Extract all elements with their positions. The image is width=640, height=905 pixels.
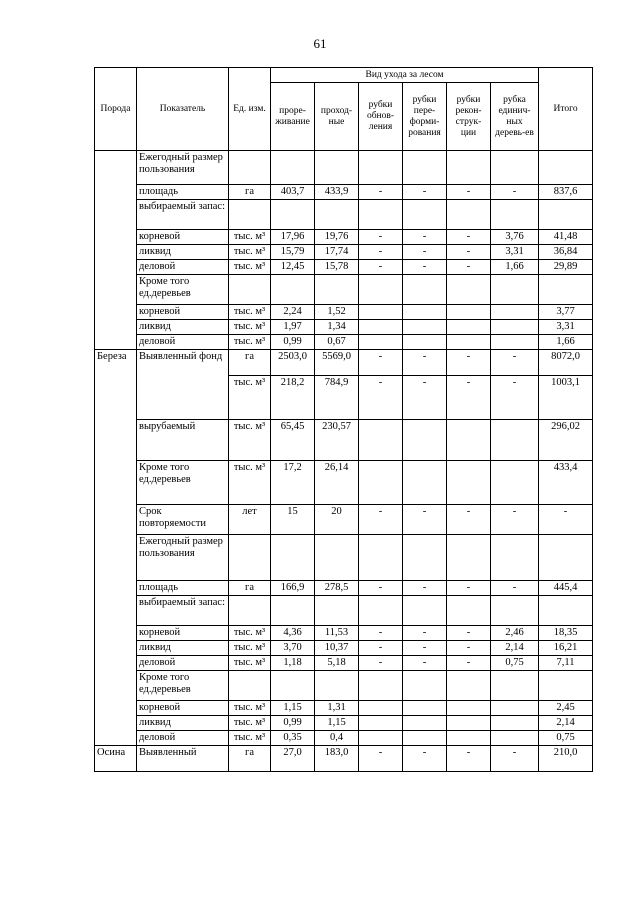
value-cell: 183,0 [315, 746, 359, 772]
indicator-cell: ликвид [137, 716, 229, 731]
value-cell [271, 535, 315, 581]
total-cell [539, 671, 593, 701]
value-cell: 278,5 [315, 581, 359, 596]
value-cell [447, 275, 491, 305]
total-cell: 3,77 [539, 305, 593, 320]
value-cell [447, 535, 491, 581]
table-row [95, 596, 593, 626]
table-row [95, 151, 593, 185]
value-cell [359, 596, 403, 626]
value-cell [491, 420, 539, 461]
value-cell [359, 731, 403, 746]
value-cell [491, 335, 539, 350]
value-cell [403, 701, 447, 716]
value-cell: 4,36 [271, 626, 315, 641]
value-cell: - [359, 746, 403, 772]
value-cell [359, 200, 403, 230]
table-row [95, 245, 593, 260]
indicator-cell: корневой [137, 230, 229, 245]
value-cell: 3,31 [491, 245, 539, 260]
indicator-cell: Кроме того ед.деревьев [137, 275, 229, 305]
value-cell: 11,53 [315, 626, 359, 641]
value-cell: - [491, 581, 539, 596]
table-row [95, 656, 593, 671]
table-row [95, 275, 593, 305]
table-row [95, 260, 593, 275]
total-cell: 837,6 [539, 185, 593, 200]
header-unit: Ед. изм. [229, 68, 271, 151]
value-cell: 2,46 [491, 626, 539, 641]
indicator-cell: деловой [137, 656, 229, 671]
value-cell [447, 420, 491, 461]
value-cell: - [403, 641, 447, 656]
value-cell [447, 200, 491, 230]
header-care-type-group: Вид ухода за лесом [271, 68, 539, 83]
value-cell [403, 671, 447, 701]
unit-cell [229, 200, 271, 230]
value-cell: 10,37 [315, 641, 359, 656]
breed-cell: Осина [95, 746, 137, 772]
table-row [95, 200, 593, 230]
value-cell: 218,2 [271, 376, 315, 420]
value-cell [359, 275, 403, 305]
value-cell: - [447, 746, 491, 772]
page-number: 61 [313, 36, 327, 51]
unit-cell: га [229, 581, 271, 596]
value-cell: 1,31 [315, 701, 359, 716]
table-row [95, 320, 593, 335]
value-cell [315, 535, 359, 581]
value-cell [447, 716, 491, 731]
value-cell: 17,2 [271, 461, 315, 505]
table-row [95, 671, 593, 701]
value-cell [491, 731, 539, 746]
value-cell: 2,14 [491, 641, 539, 656]
value-cell [359, 535, 403, 581]
value-cell [271, 200, 315, 230]
value-cell [403, 535, 447, 581]
total-cell: 41,48 [539, 230, 593, 245]
table-row [95, 305, 593, 320]
value-cell [271, 596, 315, 626]
value-cell: - [491, 350, 539, 376]
value-cell [491, 596, 539, 626]
value-cell: - [359, 260, 403, 275]
table-row [95, 626, 593, 641]
header-care-type: рубки обнов-ления [359, 83, 403, 151]
value-cell [315, 275, 359, 305]
indicator-cell: Выявленный [137, 746, 229, 772]
indicator-cell: ликвид [137, 641, 229, 656]
value-cell: - [447, 376, 491, 420]
value-cell: - [491, 376, 539, 420]
total-cell: 8072,0 [539, 350, 593, 376]
value-cell: 0,99 [271, 716, 315, 731]
value-cell [359, 335, 403, 350]
indicator-cell: Выявленный фонд [137, 350, 229, 420]
value-cell: 15 [271, 505, 315, 535]
table-row [95, 535, 593, 581]
value-cell [491, 151, 539, 185]
value-cell [271, 151, 315, 185]
value-cell [403, 200, 447, 230]
table-row [95, 461, 593, 505]
value-cell: 15,78 [315, 260, 359, 275]
header-care-type: рубка единич-ных деревь-ев [491, 83, 539, 151]
value-cell: - [491, 185, 539, 200]
value-cell [315, 151, 359, 185]
total-cell [539, 200, 593, 230]
value-cell: 1,18 [271, 656, 315, 671]
value-cell [359, 701, 403, 716]
total-cell: 36,84 [539, 245, 593, 260]
value-cell [491, 535, 539, 581]
value-cell: 3,76 [491, 230, 539, 245]
value-cell: - [359, 641, 403, 656]
value-cell: - [403, 505, 447, 535]
value-cell: 17,96 [271, 230, 315, 245]
value-cell: - [359, 376, 403, 420]
value-cell: 230,57 [315, 420, 359, 461]
unit-cell [229, 596, 271, 626]
value-cell [491, 275, 539, 305]
value-cell [403, 716, 447, 731]
value-cell [447, 320, 491, 335]
indicator-cell: деловой [137, 260, 229, 275]
table-row [95, 716, 593, 731]
value-cell: - [403, 376, 447, 420]
value-cell [271, 671, 315, 701]
value-cell: - [403, 656, 447, 671]
value-cell: - [447, 656, 491, 671]
value-cell [359, 320, 403, 335]
value-cell: 2,24 [271, 305, 315, 320]
value-cell [403, 305, 447, 320]
value-cell: 0,99 [271, 335, 315, 350]
header-care-type: рубки рекон-струк-ции [447, 83, 491, 151]
value-cell: 0,67 [315, 335, 359, 350]
indicator-cell: Кроме того ед.деревьев [137, 461, 229, 505]
breed-cell: Береза [95, 350, 137, 746]
indicator-cell: деловой [137, 335, 229, 350]
indicator-cell: ликвид [137, 245, 229, 260]
total-cell: 433,4 [539, 461, 593, 505]
value-cell: - [403, 746, 447, 772]
value-cell [403, 731, 447, 746]
value-cell: 20 [315, 505, 359, 535]
header-care-type: рубки пере-форми-рования [403, 83, 447, 151]
value-cell [315, 596, 359, 626]
unit-cell: тыс. м³ [229, 656, 271, 671]
total-cell: 0,75 [539, 731, 593, 746]
header-breed: Порода [95, 68, 137, 151]
value-cell: 1,52 [315, 305, 359, 320]
forest-care-table [94, 67, 593, 772]
value-cell: 5,18 [315, 656, 359, 671]
value-cell [491, 305, 539, 320]
value-cell: 0,35 [271, 731, 315, 746]
table-row [95, 731, 593, 746]
value-cell: - [359, 626, 403, 641]
unit-cell: тыс. м³ [229, 335, 271, 350]
value-cell: - [403, 350, 447, 376]
indicator-cell: Срок повторяемости [137, 505, 229, 535]
indicator-cell: площадь [137, 185, 229, 200]
value-cell [447, 596, 491, 626]
value-cell: - [359, 185, 403, 200]
value-cell [403, 335, 447, 350]
total-cell: 1,66 [539, 335, 593, 350]
total-cell [539, 596, 593, 626]
table-row [95, 230, 593, 245]
value-cell [359, 420, 403, 461]
value-cell: 0,4 [315, 731, 359, 746]
unit-cell [229, 151, 271, 185]
value-cell [447, 461, 491, 505]
value-cell: - [403, 230, 447, 245]
value-cell: - [359, 505, 403, 535]
value-cell [447, 335, 491, 350]
unit-cell: га [229, 185, 271, 200]
value-cell [315, 200, 359, 230]
indicator-cell: корневой [137, 305, 229, 320]
value-cell [491, 320, 539, 335]
value-cell: - [403, 185, 447, 200]
unit-cell: тыс. м³ [229, 701, 271, 716]
unit-cell: тыс. м³ [229, 320, 271, 335]
total-cell: 18,35 [539, 626, 593, 641]
value-cell [359, 461, 403, 505]
table-row [95, 701, 593, 716]
value-cell [447, 701, 491, 716]
unit-cell [229, 535, 271, 581]
value-cell [491, 461, 539, 505]
value-cell: - [447, 350, 491, 376]
value-cell: - [359, 245, 403, 260]
unit-cell: тыс. м³ [229, 641, 271, 656]
indicator-cell: выбираемый запас: [137, 200, 229, 230]
total-cell: 1003,1 [539, 376, 593, 420]
unit-cell: лет [229, 505, 271, 535]
value-cell: - [359, 581, 403, 596]
value-cell: 3,70 [271, 641, 315, 656]
total-cell [539, 535, 593, 581]
value-cell: - [447, 641, 491, 656]
header-total: Итого [539, 68, 593, 151]
total-cell: 16,21 [539, 641, 593, 656]
indicator-cell: Ежегодный размер пользования [137, 535, 229, 581]
value-cell [403, 596, 447, 626]
value-cell [403, 275, 447, 305]
value-cell: - [403, 626, 447, 641]
indicator-cell: выбираемый запас: [137, 596, 229, 626]
value-cell: 26,14 [315, 461, 359, 505]
value-cell: 1,15 [271, 701, 315, 716]
table-row [95, 581, 593, 596]
header-indicator: Показатель [137, 68, 229, 151]
total-cell: - [539, 505, 593, 535]
value-cell: 5569,0 [315, 350, 359, 376]
indicator-cell: вырубаемый [137, 420, 229, 461]
value-cell: - [491, 746, 539, 772]
total-cell: 210,0 [539, 746, 593, 772]
value-cell [491, 671, 539, 701]
value-cell [403, 461, 447, 505]
value-cell [447, 151, 491, 185]
total-cell [539, 151, 593, 185]
value-cell [447, 305, 491, 320]
header-care-type: проход-ные [315, 83, 359, 151]
value-cell [403, 151, 447, 185]
value-cell: - [447, 230, 491, 245]
indicator-cell: Ежегодный размер пользования [137, 151, 229, 185]
unit-cell: тыс. м³ [229, 230, 271, 245]
value-cell: 65,45 [271, 420, 315, 461]
value-cell [491, 716, 539, 731]
value-cell [359, 671, 403, 701]
unit-cell: тыс. м³ [229, 461, 271, 505]
value-cell: 1,15 [315, 716, 359, 731]
unit-cell: га [229, 746, 271, 772]
value-cell [359, 151, 403, 185]
value-cell: - [359, 230, 403, 245]
value-cell: - [447, 185, 491, 200]
table-row [95, 335, 593, 350]
value-cell: 17,74 [315, 245, 359, 260]
unit-cell: тыс. м³ [229, 376, 271, 420]
indicator-cell: корневой [137, 626, 229, 641]
indicator-cell: площадь [137, 581, 229, 596]
value-cell: 2503,0 [271, 350, 315, 376]
value-cell: 784,9 [315, 376, 359, 420]
value-cell: - [447, 260, 491, 275]
total-cell: 29,89 [539, 260, 593, 275]
value-cell [359, 716, 403, 731]
unit-cell [229, 671, 271, 701]
unit-cell: тыс. м³ [229, 260, 271, 275]
value-cell: 12,45 [271, 260, 315, 275]
total-cell: 7,11 [539, 656, 593, 671]
breed-cell [95, 151, 137, 350]
value-cell: 19,76 [315, 230, 359, 245]
unit-cell: тыс. м³ [229, 626, 271, 641]
value-cell: - [447, 581, 491, 596]
value-cell: - [403, 581, 447, 596]
table-row [95, 420, 593, 461]
total-cell: 296,02 [539, 420, 593, 461]
value-cell: 1,97 [271, 320, 315, 335]
value-cell: 403,7 [271, 185, 315, 200]
unit-cell [229, 275, 271, 305]
table-row [95, 350, 593, 376]
value-cell [447, 671, 491, 701]
value-cell: 27,0 [271, 746, 315, 772]
header-care-type: проре-живание [271, 83, 315, 151]
value-cell [491, 200, 539, 230]
value-cell: 15,79 [271, 245, 315, 260]
value-cell [447, 731, 491, 746]
indicator-cell: деловой [137, 731, 229, 746]
value-cell: - [403, 245, 447, 260]
value-cell [403, 320, 447, 335]
value-cell [403, 420, 447, 461]
table-row [95, 185, 593, 200]
value-cell: 0,75 [491, 656, 539, 671]
total-cell: 445,4 [539, 581, 593, 596]
value-cell: 433,9 [315, 185, 359, 200]
value-cell: - [447, 626, 491, 641]
value-cell: - [447, 245, 491, 260]
value-cell [315, 671, 359, 701]
total-cell: 3,31 [539, 320, 593, 335]
table-row [95, 746, 593, 772]
value-cell: - [447, 505, 491, 535]
indicator-cell: ликвид [137, 320, 229, 335]
unit-cell: тыс. м³ [229, 731, 271, 746]
value-cell [491, 701, 539, 716]
table-row [95, 505, 593, 535]
unit-cell: тыс. м³ [229, 305, 271, 320]
value-cell: - [359, 350, 403, 376]
value-cell: - [491, 505, 539, 535]
total-cell [539, 275, 593, 305]
value-cell [359, 305, 403, 320]
unit-cell: га [229, 350, 271, 376]
value-cell: 1,66 [491, 260, 539, 275]
value-cell: 166,9 [271, 581, 315, 596]
total-cell: 2,45 [539, 701, 593, 716]
unit-cell: тыс. м³ [229, 716, 271, 731]
indicator-cell: корневой [137, 701, 229, 716]
total-cell: 2,14 [539, 716, 593, 731]
value-cell [271, 275, 315, 305]
value-cell: - [403, 260, 447, 275]
table-row [95, 641, 593, 656]
unit-cell: тыс. м³ [229, 245, 271, 260]
value-cell: - [359, 656, 403, 671]
value-cell: 1,34 [315, 320, 359, 335]
unit-cell: тыс. м³ [229, 420, 271, 461]
indicator-cell: Кроме того ед.деревьев [137, 671, 229, 701]
